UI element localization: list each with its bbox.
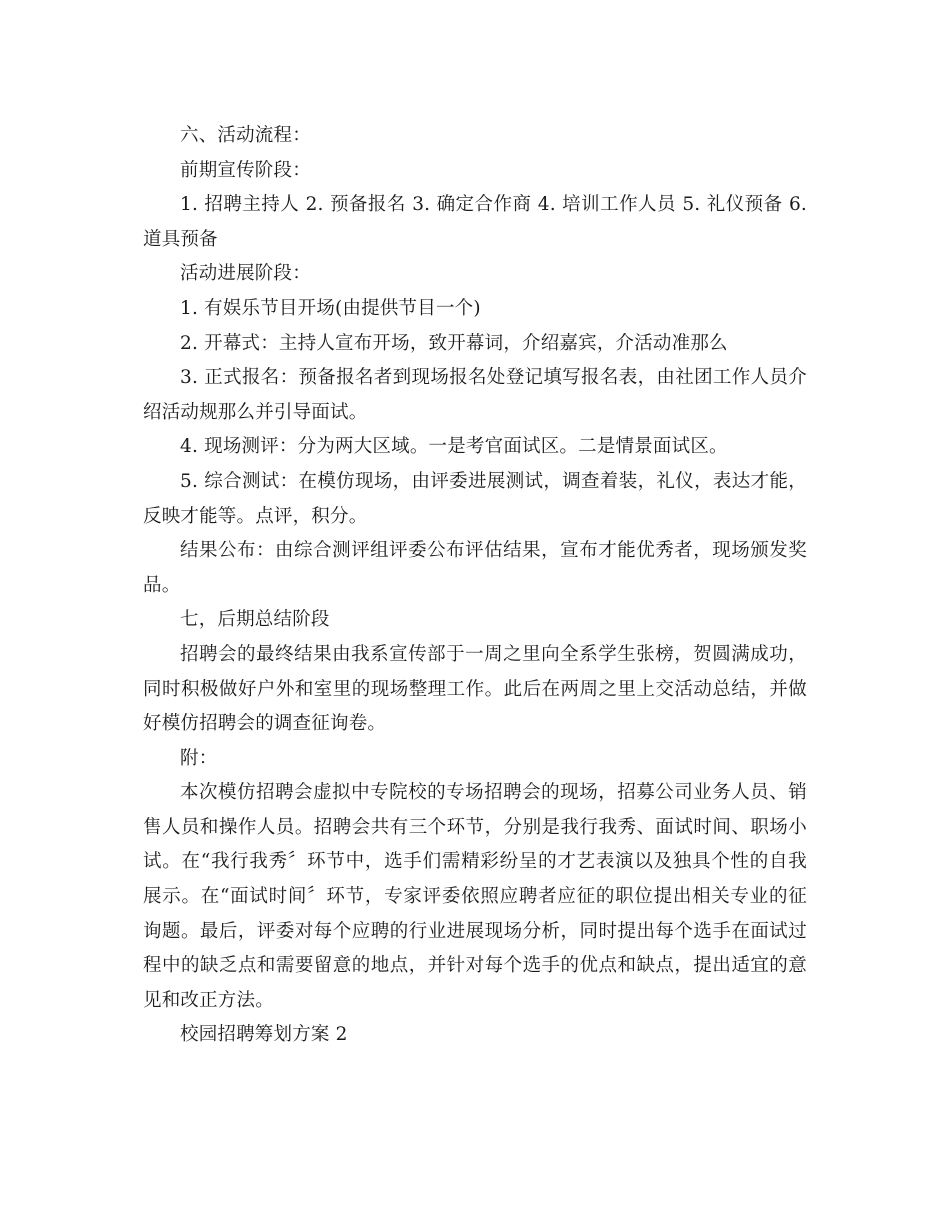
paragraph-step-2: 2. 开幕式：主持人宣布开场，致开幕词，介绍嘉宾，介活动准那么 [180, 332, 728, 354]
paragraph-publicity-steps: 1. 招聘主持人 2. 预备报名 3. 确定合作商 4. 培训工作人员 5. 礼仪预备 6. 道具预备 [143, 194, 807, 250]
appendix-label: 附： [180, 747, 218, 769]
paragraph-results: 结果公布：由综合测评组评委公布评估结果，宣布才能优秀者，现场颁发奖品。 [143, 540, 807, 596]
section-heading-flow: 六、活动流程： [180, 125, 311, 146]
subheading-activity-stage: 活动进展阶段： [180, 263, 311, 285]
paragraph-step-1: 1. 有娱乐节目开场(由提供节目一个) [180, 297, 481, 319]
paragraph-appendix: 本次模仿招聘会虚拟中专院校的专场招聘会的现场，招募公司业务人员、销售人员和操作人员。招聘会共有三个环节，分别是我行我秀、面试时间、职场小试。在“我行我秀〞环节中，选手们需精彩纷呈的才艺表演以及独具个性的自我展示。在“面试时间〞环节，专家评委依照应聘者应征的职位提出相关专业的征询题。最后，评委对每个应聘的行业进展现场分析，同时提出每个选手在面试过程中的缺乏点和需要留意的地点，并针对每个选手的优点和缺点，提出适宜的意见和改正方法。 [143, 782, 807, 1011]
paragraph-summary: 招聘会的最终结果由我系宣传部于一周之里向全系学生张榜，贺圆满成功，同时积极做好户外和室里的现场整理工作。此后在两周之里上交活动总结，并做好模仿招聘会的调查征询卷。 [143, 643, 807, 735]
document-body [143, 119, 807, 1053]
plan-title-2: 校园招聘筹划方案 2 [180, 1024, 348, 1046]
paragraph-step-4: 4. 现场测评：分为两大区域。一是考官面试区。二是情景面试区。 [180, 436, 728, 458]
subheading-publicity-stage: 前期宣传阶段： [180, 159, 311, 181]
paragraph-step-3: 3. 正式报名：预备报名者到现场报名处登记填写报名表，由社团工作人员介绍活动规那么并引导面试。 [143, 367, 807, 423]
section-heading-summary: 七，后期总结阶段 [180, 609, 330, 631]
paragraph-step-5: 5. 综合测试：在模仿现场，由评委进展测试，调查着装，礼仪，表达才能，反映才能等。点评，积分。 [143, 470, 807, 527]
